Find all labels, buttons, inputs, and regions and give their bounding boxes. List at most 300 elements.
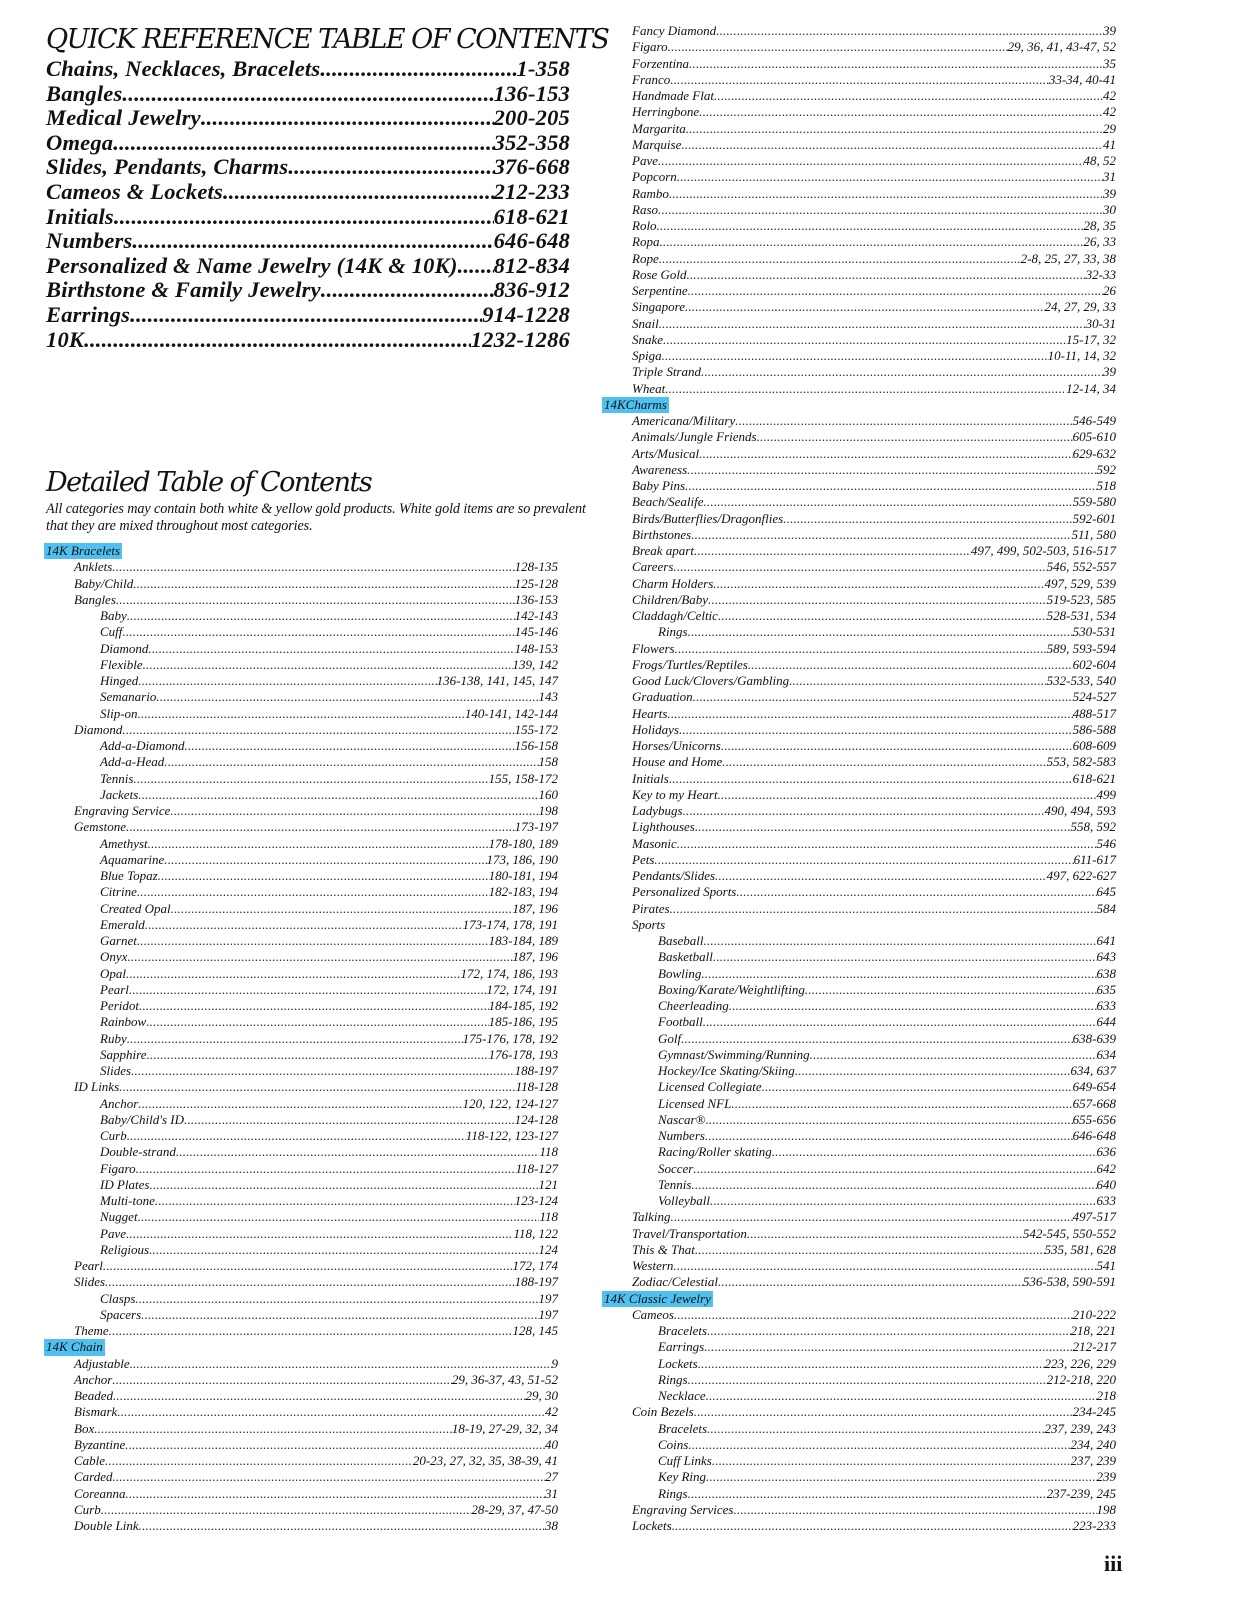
toc-entry <box>602 1096 1116 1112</box>
toc-entry <box>602 348 1116 364</box>
quick-reference-item <box>46 154 570 179</box>
dot-leader <box>722 754 1046 770</box>
dot-leader <box>681 137 1103 153</box>
toc-entry-pages: 212-218, 220 <box>1046 1371 1116 1387</box>
toc-entry <box>602 738 1116 754</box>
toc-entry-name: Blue Topaz <box>100 868 158 883</box>
toc-entry-pages: 145-146 <box>514 624 558 640</box>
dot-leader <box>715 868 1047 884</box>
toc-entry <box>44 1047 558 1063</box>
toc-entry-pages: 536-538, 590-591 <box>1022 1274 1116 1290</box>
toc-entry <box>44 1193 558 1209</box>
toc-entry-name: Lighthouses <box>632 819 695 835</box>
toc-entry-pages: 140-141, 142-144 <box>464 705 558 721</box>
toc-entry-pages: 123-124 <box>514 1193 558 1208</box>
quick-reference-item <box>46 130 570 155</box>
toc-entry-pages: 237, 239 <box>1070 1453 1116 1468</box>
toc-entry <box>602 1014 1116 1030</box>
dot-leader <box>138 1096 462 1112</box>
quick-reference-item <box>46 327 570 352</box>
toc-entry-name: Talking <box>632 1209 671 1225</box>
toc-entry-name: Baby/Child's ID <box>100 1111 185 1127</box>
toc-entry-pages: 185-186, 195 <box>488 1014 558 1030</box>
toc-entry <box>602 982 1116 998</box>
toc-entry-pages: 546, 552-557 <box>1046 559 1116 575</box>
toc-entry-pages: 641 <box>1096 933 1116 948</box>
dot-leader <box>669 186 1103 202</box>
dot-leader <box>149 1242 538 1258</box>
toc-entry <box>44 1356 558 1372</box>
toc-entry <box>44 1388 558 1404</box>
toc-entry-pages: 546-549 <box>1072 413 1116 428</box>
quick-reference-item <box>46 105 570 130</box>
toc-entry-name: Boxing/Karate/Weightlifting <box>658 981 805 997</box>
dot-leader <box>320 56 516 82</box>
toc-entry-name: Adjustable <box>74 1355 130 1371</box>
toc-entry-pages: 10-11, 14, 32 <box>1047 348 1116 363</box>
toc-entry-name: Flowers <box>632 640 675 656</box>
toc-entry-name: Coin Bezels <box>632 1404 694 1420</box>
toc-entry <box>44 1502 558 1518</box>
toc-entry-name: Rose Gold <box>632 266 687 282</box>
quick-reference-item-pages: 836-912 <box>493 277 570 303</box>
dot-leader <box>747 1226 1023 1242</box>
toc-entry <box>44 836 558 852</box>
dot-leader <box>112 1372 452 1388</box>
toc-entry <box>44 998 558 1014</box>
toc-entry <box>44 592 558 608</box>
dot-leader <box>659 316 1086 332</box>
toc-entry-name: Diamond <box>100 640 149 656</box>
toc-right-column <box>602 23 1116 1534</box>
toc-entry-name: Pearl <box>100 981 129 997</box>
dot-leader <box>688 1486 1047 1502</box>
toc-entry-pages: 239 <box>1096 1469 1116 1485</box>
toc-entry-name: Lockets <box>632 1518 672 1533</box>
toc-entry <box>602 673 1116 689</box>
toc-entry-pages: 586-588 <box>1072 721 1116 737</box>
toc-entry-pages: 158 <box>538 754 558 770</box>
toc-entry-pages: 592-601 <box>1072 510 1116 526</box>
toc-entry-pages: 139, 142 <box>512 656 558 672</box>
toc-entry-pages: 546 <box>1096 835 1116 851</box>
toc-entry-pages: 155-172 <box>514 721 558 737</box>
toc-entry-pages: 136-138, 141, 145, 147 <box>436 673 558 688</box>
dot-leader <box>691 1177 1096 1193</box>
toc-entry-name: House and Home <box>632 754 723 770</box>
dot-leader <box>685 478 1096 494</box>
quick-reference-item-name: Omega <box>46 129 114 155</box>
dot-leader <box>677 836 1097 852</box>
quick-reference-item-pages: 352-358 <box>493 129 570 155</box>
toc-entry-pages: 42 <box>1103 88 1116 103</box>
toc-entry-name: Gemstone <box>74 819 126 835</box>
dot-leader <box>667 706 1072 722</box>
toc-entry-name: Birthstones <box>632 526 692 542</box>
toc-entry <box>602 283 1116 299</box>
toc-entry-pages: 24, 27, 29, 33 <box>1044 299 1116 315</box>
toc-entry-pages: 605-610 <box>1072 429 1116 445</box>
toc-entry-name: Key Ring <box>658 1469 707 1485</box>
toc-entry-name: Diamond <box>74 721 123 737</box>
toc-entry-name: Pave <box>632 153 658 168</box>
toc-entry-name: Theme <box>74 1323 109 1338</box>
toc-entry-pages: 592 <box>1096 461 1116 477</box>
toc-entry-name: Baby <box>100 608 127 623</box>
section-label: 14K Bracelets <box>46 543 121 558</box>
dot-leader <box>729 998 1097 1014</box>
toc-entry <box>602 316 1116 332</box>
toc-entry-pages: 649-654 <box>1072 1079 1116 1095</box>
toc-entry-name: Slides <box>100 1063 132 1078</box>
toc-entry-pages: 234-245 <box>1072 1404 1116 1420</box>
toc-entry-name: Triple Strand <box>632 364 701 380</box>
toc-entry <box>602 267 1116 283</box>
dot-leader <box>670 901 1097 917</box>
quick-reference-item-pages: 1232-1286 <box>470 326 570 352</box>
toc-entry-pages: 188-197 <box>514 1063 558 1078</box>
toc-entry-pages: 589, 593-594 <box>1046 640 1116 656</box>
toc-entry-pages: 29 <box>1103 120 1116 136</box>
toc-entry-pages: 173, 186, 190 <box>486 851 558 867</box>
toc-entry-name: Rings <box>658 624 688 640</box>
toc-entry-name: Byzantine <box>74 1436 126 1452</box>
toc-entry-pages: 12-14, 34 <box>1066 380 1116 396</box>
dot-leader <box>736 884 1096 900</box>
toc-entry-pages: 120, 122, 124-127 <box>462 1095 558 1111</box>
dot-leader <box>668 39 1008 55</box>
toc-entry-pages: 136-153 <box>514 591 558 607</box>
toc-entry-pages: 602-604 <box>1072 656 1116 672</box>
dot-leader <box>129 982 487 998</box>
toc-entry <box>44 1274 558 1290</box>
quick-reference-item-name: 10K <box>46 326 85 352</box>
dot-leader <box>145 917 463 933</box>
dot-leader <box>658 202 1103 218</box>
toc-entry-name: Box <box>74 1420 95 1436</box>
toc-entry <box>602 202 1116 218</box>
toc-entry-name: Animals/Jungle Friends <box>632 429 757 445</box>
toc-entry-pages: 535, 581, 628 <box>1044 1241 1116 1257</box>
toc-entry-pages: 640 <box>1096 1176 1116 1192</box>
dot-leader <box>694 1404 1073 1420</box>
toc-entry <box>602 462 1116 478</box>
toc-entry-name: Birds/Butterflies/Dragonflies <box>632 510 784 526</box>
toc-entry-pages: 128, 145 <box>512 1323 558 1338</box>
toc-entry-name: Baseball <box>658 933 704 948</box>
toc-entry-pages: 618-621 <box>1072 770 1116 786</box>
quick-reference-item <box>46 56 570 81</box>
dot-leader <box>703 494 1072 510</box>
toc-entry-pages: 634, 637 <box>1070 1063 1116 1078</box>
toc-entry-pages: 118-122, 123-127 <box>465 1128 558 1143</box>
dot-leader <box>681 1031 1073 1047</box>
toc-entry <box>602 1226 1116 1242</box>
toc-entry-pages: 223, 226, 229 <box>1044 1355 1116 1371</box>
toc-entry <box>44 949 558 965</box>
toc-entry <box>602 1323 1116 1339</box>
toc-entry-name: Beach/Sealife <box>632 494 704 510</box>
dot-leader <box>127 608 515 624</box>
toc-entry-pages: 26, 33 <box>1083 234 1116 250</box>
toc-entry <box>44 1372 558 1388</box>
toc-entry <box>602 332 1116 348</box>
toc-entry-name: Fancy Diamond <box>632 23 717 38</box>
toc-entry-name: Garnet <box>100 933 137 948</box>
dot-leader <box>762 1079 1073 1095</box>
toc-entry-name: Flexible <box>100 656 143 672</box>
dot-leader <box>659 234 1083 250</box>
toc-entry-name: Beaded <box>74 1388 113 1403</box>
quick-reference-item-pages: 136-153 <box>493 80 570 106</box>
dot-leader <box>685 299 1045 315</box>
dot-leader <box>675 641 1047 657</box>
toc-entry-name: Onyx <box>100 949 128 965</box>
toc-entry-name: Masonic <box>632 835 677 851</box>
toc-entry-name: Key to my Heart <box>632 786 718 802</box>
toc-entry-pages: 118 <box>539 1209 558 1225</box>
toc-entry-name: Semanario <box>100 689 157 705</box>
toc-entry <box>602 121 1116 137</box>
toc-entry-name: Volleyball <box>658 1193 710 1208</box>
toc-entry <box>602 1274 1116 1290</box>
dot-leader <box>654 852 1073 868</box>
toc-entry <box>602 1031 1116 1047</box>
toc-entry-name: Break apart <box>632 543 694 558</box>
dot-leader <box>688 1372 1047 1388</box>
toc-entry-pages: 638 <box>1096 965 1116 981</box>
toc-entry <box>44 982 558 998</box>
toc-entry-pages: 176-178, 193 <box>488 1046 558 1062</box>
quick-reference-list <box>46 56 570 351</box>
toc-entry <box>602 1437 1116 1453</box>
toc-entry-name: Snail <box>632 315 659 331</box>
toc-entry <box>602 1339 1116 1355</box>
toc-entry-name: Double Link <box>74 1518 139 1533</box>
toc-entry-pages: 642 <box>1096 1160 1116 1176</box>
toc-entry <box>44 608 558 624</box>
quick-reference-item-name: Birthstone & Family Jewelry <box>46 277 321 303</box>
toc-entry-name: Racing/Roller skating <box>658 1144 772 1160</box>
toc-entry-pages: 237, 239, 243 <box>1044 1420 1116 1436</box>
toc-entry <box>602 1242 1116 1258</box>
toc-entry-pages: 9 <box>551 1355 558 1371</box>
toc-entry-pages: 198 <box>1096 1501 1116 1517</box>
dot-leader <box>105 1274 515 1290</box>
toc-entry-pages: 184-185, 192 <box>488 998 558 1013</box>
toc-entry-pages: 553, 582-583 <box>1046 754 1116 770</box>
toc-entry-name: Wheat <box>632 380 666 396</box>
dot-leader <box>113 1469 545 1485</box>
dot-leader <box>139 1518 545 1534</box>
toc-entry-name: Rope <box>632 250 659 266</box>
toc-entry-pages: 634 <box>1096 1046 1116 1062</box>
dot-leader <box>733 1502 1096 1518</box>
dot-leader <box>138 706 465 722</box>
toc-entry <box>602 1469 1116 1485</box>
dot-leader <box>714 88 1103 104</box>
toc-entry-name: Anchor <box>74 1371 113 1387</box>
toc-section-header <box>602 1291 1116 1307</box>
dot-leader <box>117 1404 545 1420</box>
toc-entry <box>602 1307 1116 1323</box>
dot-leader <box>703 1014 1097 1030</box>
dot-leader <box>695 819 1071 835</box>
toc-entry-pages: 160 <box>538 786 558 802</box>
toc-entry-pages: 28-29, 37, 47-50 <box>471 1501 558 1517</box>
dot-leader <box>127 1128 466 1144</box>
dot-leader <box>713 576 1044 592</box>
section-label: 14K Chain <box>46 1339 103 1355</box>
toc-entry-name: Hockey/Ice Skating/Skiing <box>658 1063 795 1078</box>
dot-leader <box>698 1356 1045 1372</box>
toc-entry-name: Slides <box>74 1274 106 1290</box>
page-number: iii <box>1104 1551 1123 1576</box>
toc-entry <box>602 949 1116 965</box>
toc-entry <box>44 884 558 900</box>
toc-entry <box>44 1161 558 1177</box>
dot-leader <box>113 130 493 156</box>
dot-leader <box>119 1079 515 1095</box>
dot-leader <box>688 283 1103 299</box>
toc-entry <box>602 1161 1116 1177</box>
dot-leader <box>735 413 1072 429</box>
section-label: 14K Classic Jewelry <box>604 1290 711 1306</box>
toc-entry-name: Soccer <box>658 1160 694 1176</box>
toc-entry-pages: 530-531 <box>1072 624 1116 640</box>
toc-entry-pages: 118-128 <box>515 1079 558 1095</box>
toc-entry-name: Figaro <box>100 1160 136 1176</box>
toc-entry-pages: 156-158 <box>514 738 558 753</box>
dot-leader <box>143 657 513 673</box>
toc-entry-pages: 35 <box>1103 55 1116 71</box>
dot-leader <box>699 446 1072 462</box>
dot-leader <box>130 1356 552 1372</box>
toc-entry <box>602 559 1116 575</box>
toc-entry <box>602 413 1116 429</box>
toc-entry-name: Nascar® <box>658 1111 706 1127</box>
dot-leader <box>674 1307 1073 1323</box>
toc-entry-pages: 172, 174, 191 <box>486 981 558 997</box>
dot-leader <box>103 1258 513 1274</box>
toc-section-header <box>44 543 558 559</box>
dot-leader <box>679 722 1073 738</box>
toc-entry-name: Earrings <box>658 1339 705 1355</box>
toc-entry-pages: 497-517 <box>1072 1209 1116 1225</box>
toc-entry-name: Baby/Child <box>74 575 134 591</box>
quick-reference-item-pages: 812-834 <box>493 252 570 278</box>
dot-leader <box>671 1209 1073 1225</box>
toc-entry <box>602 56 1116 72</box>
toc-entry-pages: 183-184, 189 <box>488 933 558 948</box>
toc-entry-name: Travel/Transportation <box>632 1225 747 1241</box>
toc-entry <box>44 559 558 575</box>
dot-leader <box>126 966 461 982</box>
toc-entry-pages: 124-128 <box>514 1111 558 1127</box>
toc-entry <box>602 543 1116 559</box>
toc-entry-name: Initials <box>632 770 669 786</box>
toc-entry <box>602 1518 1116 1534</box>
toc-entry-pages: 608-609 <box>1072 738 1116 753</box>
dot-leader <box>138 1209 540 1225</box>
toc-entry <box>44 673 558 689</box>
dot-leader <box>789 673 1047 689</box>
toc-entry-name: Popcorn <box>632 169 677 185</box>
toc-entry <box>602 251 1116 267</box>
toc-entry <box>602 689 1116 705</box>
toc-entry <box>602 1502 1116 1518</box>
toc-entry <box>44 1177 558 1193</box>
dot-leader <box>170 803 538 819</box>
toc-entry <box>44 933 558 949</box>
toc-entry-pages: 180-181, 194 <box>488 868 558 883</box>
toc-entry-name: Lockets <box>658 1355 698 1371</box>
toc-entry-name: Double-strand <box>100 1144 176 1160</box>
toc-entry-pages: 30 <box>1103 201 1116 217</box>
toc-entry-pages: 29, 36, 41, 43-47, 52 <box>1007 39 1116 55</box>
dot-leader <box>130 302 482 328</box>
dot-leader <box>672 1518 1073 1534</box>
toc-entry-pages: 42 <box>545 1404 558 1420</box>
toc-entry-name: Opal <box>100 965 126 981</box>
toc-entry <box>602 1209 1116 1225</box>
quick-reference-item-name: Initials <box>46 203 114 229</box>
toc-entry <box>44 1323 558 1339</box>
dot-leader <box>176 1144 540 1160</box>
toc-entry <box>602 104 1116 120</box>
toc-entry <box>602 364 1116 380</box>
toc-entry <box>602 23 1116 39</box>
dot-leader <box>669 771 1073 787</box>
dot-leader <box>127 949 512 965</box>
dot-leader <box>137 933 489 949</box>
quick-reference-item <box>46 81 570 106</box>
dot-leader <box>694 543 971 559</box>
dot-leader <box>701 364 1103 380</box>
toc-entry-name: Numbers <box>658 1128 705 1143</box>
toc-entry-name: Rambo <box>632 185 669 201</box>
dot-leader <box>146 1047 488 1063</box>
toc-entry-pages: 488-517 <box>1072 705 1116 721</box>
toc-entry-name: Curb <box>100 1128 127 1143</box>
toc-entry-name: Bracelets <box>658 1420 708 1436</box>
dot-leader <box>689 56 1103 72</box>
toc-entry-name: Pets <box>632 851 655 867</box>
toc-entry-pages: 39 <box>1103 185 1116 201</box>
dot-leader <box>125 1437 545 1453</box>
toc-entry-name: Raso <box>632 201 658 217</box>
dot-leader <box>135 1291 538 1307</box>
toc-entry-pages: 118, 122 <box>513 1225 558 1241</box>
toc-entry-name: Spiga <box>632 348 662 363</box>
dot-leader <box>673 559 1046 575</box>
toc-entry <box>602 608 1116 624</box>
toc-entry <box>44 1307 558 1323</box>
toc-entry-name: Aquamarine <box>100 851 165 867</box>
toc-entry-name: Rainbow <box>100 1014 147 1030</box>
toc-entry <box>602 884 1116 900</box>
toc-entry-pages: 28, 35 <box>1083 218 1116 233</box>
toc-entry <box>44 1518 558 1534</box>
toc-entry <box>602 754 1116 770</box>
toc-entry-pages: 173-197 <box>514 819 558 835</box>
toc-entry-pages: 26 <box>1103 283 1116 298</box>
toc-entry-pages: 143 <box>538 689 558 705</box>
toc-entry <box>44 1258 558 1274</box>
toc-entry <box>602 771 1116 787</box>
toc-entry-name: Bismark <box>74 1404 118 1420</box>
toc-entry-pages: 118-127 <box>515 1160 558 1176</box>
